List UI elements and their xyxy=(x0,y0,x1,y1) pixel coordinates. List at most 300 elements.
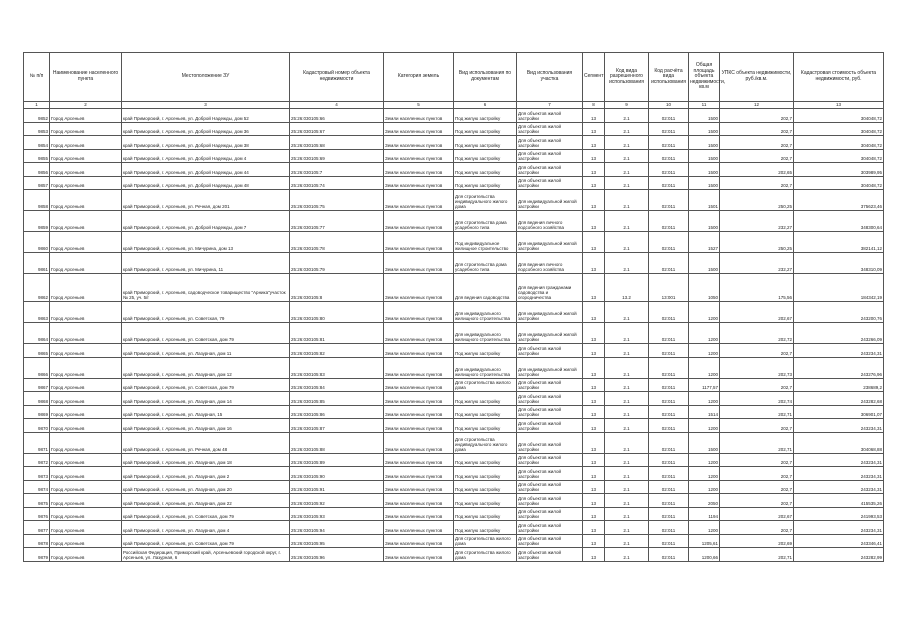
cell-land-category: Земли населенных пунктов xyxy=(384,419,454,433)
cell-segment: 13 xyxy=(583,480,605,494)
table-row xyxy=(24,302,884,323)
cell-use-of-plot: Для объектов жилой застройки xyxy=(517,507,583,521)
cell-cadastral-value: 304048,72 xyxy=(794,176,884,190)
cell-row-number: 9870 xyxy=(24,419,50,433)
cell-permitted-use-code: 2.1 xyxy=(605,211,649,232)
cell-area: 1200 xyxy=(689,419,720,433)
cell-permitted-use-code: 2.1 xyxy=(605,392,649,406)
cell-cadastral-value: 348310,09 xyxy=(794,253,884,274)
cell-location: край Приморский, г. Арсеньев, ул. Доброй Надежды, дом 7 xyxy=(122,211,290,232)
cell-row-number: 9873 xyxy=(24,467,50,481)
cell-upks: 202,7 xyxy=(720,494,794,508)
cell-segment: 13 xyxy=(583,109,605,123)
cell-upks: 202,7 xyxy=(720,467,794,481)
column-header-permitted-use-code: Код вида разрешенного использования xyxy=(605,53,649,102)
cell-cadastral-value: 382141,12 xyxy=(794,232,884,253)
cell-upks: 202,7 xyxy=(720,419,794,433)
cell-use-by-documents: Для индивидуального жилищного строительства xyxy=(454,323,517,344)
cell-permitted-use-code: 2.1 xyxy=(605,419,649,433)
cell-use-calc-code: 02:011 xyxy=(649,344,689,358)
cell-cadastral-number: 25:26:030105:68 xyxy=(290,136,384,150)
cell-cadastral-number: 25:26:030105:81 xyxy=(290,323,384,344)
cell-use-by-documents: Для строительства дома усадебного типа xyxy=(454,253,517,274)
cell-cadastral-value: 243234,31 xyxy=(794,521,884,535)
cell-cadastral-value: 304048,72 xyxy=(794,136,884,150)
cell-location: край Приморский, г. Арсеньев, ул. Доброй Надежды, дом 48 xyxy=(122,176,290,190)
cell-use-calc-code: 02:011 xyxy=(649,494,689,508)
cell-permitted-use-code: 2.1 xyxy=(605,163,649,177)
cell-cadastral-number: 25:26:030105:77 xyxy=(290,211,384,232)
cell-use-calc-code: 02:011 xyxy=(649,302,689,323)
column-header-use-of-plot: Вид использования участка xyxy=(517,53,583,102)
cell-cadastral-number: 25:26:030105:84 xyxy=(290,378,384,392)
table-row xyxy=(24,405,884,419)
cell-use-of-plot: Для объектов жилой застройки xyxy=(517,548,583,562)
cell-settlement: Город Арсеньев xyxy=(50,432,122,453)
cell-permitted-use-code: 2.1 xyxy=(605,453,649,467)
cell-permitted-use-code: 2.1 xyxy=(605,378,649,392)
cell-segment: 13 xyxy=(583,507,605,521)
column-number: 7 xyxy=(517,102,583,109)
cell-row-number: 9854 xyxy=(24,136,50,150)
cell-cadastral-number: 25:26:030105:66 xyxy=(290,109,384,123)
cell-use-by-documents: Для индивидуального жилищного строительства xyxy=(454,302,517,323)
table-row xyxy=(24,432,884,453)
cell-cadastral-number: 25:26:030105:90 xyxy=(290,467,384,481)
table-row xyxy=(24,149,884,163)
cell-permitted-use-code: 2.1 xyxy=(605,534,649,548)
cell-permitted-use-code: 13.2 xyxy=(605,274,649,302)
cell-upks: 202,7 xyxy=(720,521,794,535)
cell-location: край Приморский, г. Арсеньев, ул. Мичурина, 11 xyxy=(122,253,290,274)
cell-settlement: Город Арсеньев xyxy=(50,149,122,163)
cell-segment: 13 xyxy=(583,357,605,378)
column-header-area: Общая площадь объекта недвижимости, кв.м xyxy=(689,53,720,102)
cell-use-of-plot: Для объектов жилой застройки xyxy=(517,109,583,123)
cell-upks: 202,73 xyxy=(720,357,794,378)
cell-upks: 202,7 xyxy=(720,453,794,467)
cell-cadastral-value: 375623,46 xyxy=(794,190,884,211)
cell-use-of-plot: Для индивидуальной жилой застройки xyxy=(517,302,583,323)
cell-segment: 13 xyxy=(583,494,605,508)
cell-cadastral-value: 184342,19 xyxy=(794,274,884,302)
cell-land-category: Земли населенных пунктов xyxy=(384,357,454,378)
cell-use-by-documents: Для строительства жилого дома xyxy=(454,548,517,562)
cell-upks: 250,25 xyxy=(720,190,794,211)
cell-settlement: Город Арсеньев xyxy=(50,232,122,253)
cell-land-category: Земли населенных пунктов xyxy=(384,274,454,302)
column-number: 13 xyxy=(794,102,884,109)
cell-area: 1500 xyxy=(689,163,720,177)
cell-use-by-documents: Под жилую застройку xyxy=(454,344,517,358)
cell-use-calc-code: 13:001 xyxy=(649,274,689,302)
cell-cadastral-number: 25:26:030105:89 xyxy=(290,453,384,467)
cell-use-of-plot: Для объектов жилой застройки xyxy=(517,494,583,508)
cell-area: 1500 xyxy=(689,176,720,190)
table-body xyxy=(24,109,884,562)
table-row xyxy=(24,419,884,433)
cell-permitted-use-code: 2.1 xyxy=(605,190,649,211)
cell-area: 1500 xyxy=(689,109,720,123)
column-header-row-number: № п/п xyxy=(24,53,50,102)
cell-settlement: Город Арсеньев xyxy=(50,419,122,433)
cell-row-number: 9861 xyxy=(24,253,50,274)
cell-permitted-use-code: 2.1 xyxy=(605,122,649,136)
cell-cadastral-number: 25:26:030105:7 xyxy=(290,163,384,177)
cell-segment: 13 xyxy=(583,163,605,177)
cell-land-category: Земли населенных пунктов xyxy=(384,149,454,163)
cell-cadastral-number: 25:26:030105:86 xyxy=(290,405,384,419)
cell-area: 1177,57 xyxy=(689,378,720,392)
cell-use-calc-code: 02:011 xyxy=(649,378,689,392)
cell-permitted-use-code: 2.1 xyxy=(605,521,649,535)
cell-use-calc-code: 02:011 xyxy=(649,136,689,150)
cell-segment: 13 xyxy=(583,122,605,136)
column-number: 8 xyxy=(583,102,605,109)
cell-location: край Приморский, г. Арсеньев, ул. Лазурная, дом 11 xyxy=(122,344,290,358)
cell-use-by-documents: Под жилую застройку xyxy=(454,392,517,406)
cell-cadastral-number: 25:26:030105:79 xyxy=(290,253,384,274)
cell-settlement: Город Арсеньев xyxy=(50,122,122,136)
cell-use-of-plot: Для ведения гражданами садоводства и огородничества xyxy=(517,274,583,302)
cell-row-number: 9869 xyxy=(24,405,50,419)
cell-use-calc-code: 02:011 xyxy=(649,109,689,123)
cell-row-number: 9856 xyxy=(24,163,50,177)
cell-cadastral-number: 25:26:030105:93 xyxy=(290,507,384,521)
cell-use-by-documents: Под жилую застройку xyxy=(454,163,517,177)
column-number: 5 xyxy=(384,102,454,109)
cadastral-value-table xyxy=(23,52,884,562)
cell-permitted-use-code: 2.1 xyxy=(605,149,649,163)
cell-use-of-plot: Для индивидуальной жилой застройки xyxy=(517,190,583,211)
cell-permitted-use-code: 2.1 xyxy=(605,253,649,274)
cell-row-number: 9864 xyxy=(24,323,50,344)
cell-row-number: 9871 xyxy=(24,432,50,453)
cell-area: 1200 xyxy=(689,344,720,358)
cell-settlement: Город Арсеньев xyxy=(50,521,122,535)
column-header-land-category: Категория земель xyxy=(384,53,454,102)
cell-location: край Приморский, г. Арсеньев, ул. Доброй Надежды, дом 4 xyxy=(122,149,290,163)
cell-cadastral-value: 304048,72 xyxy=(794,149,884,163)
table-row xyxy=(24,453,884,467)
cell-use-calc-code: 02:011 xyxy=(649,253,689,274)
cell-land-category: Земли населенных пунктов xyxy=(384,136,454,150)
cell-use-calc-code: 02:011 xyxy=(649,357,689,378)
cell-row-number: 9855 xyxy=(24,149,50,163)
cell-permitted-use-code: 2.1 xyxy=(605,109,649,123)
cell-permitted-use-code: 2.1 xyxy=(605,357,649,378)
cell-upks: 202,71 xyxy=(720,405,794,419)
cell-use-calc-code: 02:011 xyxy=(649,548,689,562)
cell-use-by-documents: Под жилую застройку xyxy=(454,453,517,467)
cell-location: край Приморский, г. Арсеньев, ул. Лазурная, дом 16 xyxy=(122,419,290,433)
cell-use-of-plot: Для объектов жилой застройки xyxy=(517,122,583,136)
cell-segment: 13 xyxy=(583,419,605,433)
cell-segment: 13 xyxy=(583,211,605,232)
cell-use-by-documents: Под жилую застройку xyxy=(454,521,517,535)
column-number-row xyxy=(24,102,884,109)
table-row xyxy=(24,392,884,406)
cell-location: край Приморский, г. Арсеньев, ул. Мичурина, дом 13 xyxy=(122,232,290,253)
table-row xyxy=(24,122,884,136)
cell-cadastral-value: 243234,31 xyxy=(794,480,884,494)
cell-upks: 202,7 xyxy=(720,344,794,358)
cell-cadastral-value: 243234,31 xyxy=(794,344,884,358)
cell-upks: 202,7 xyxy=(720,109,794,123)
cell-use-by-documents: Под жилую застройку xyxy=(454,480,517,494)
cell-use-calc-code: 02:011 xyxy=(649,432,689,453)
table-row xyxy=(24,163,884,177)
cell-land-category: Земли населенных пунктов xyxy=(384,521,454,535)
cell-location: край Приморский, г. Арсеньев, ул. Советская, дом 79 xyxy=(122,378,290,392)
cell-row-number: 9876 xyxy=(24,507,50,521)
cell-segment: 13 xyxy=(583,453,605,467)
cell-land-category: Земли населенных пунктов xyxy=(384,392,454,406)
cell-settlement: Город Арсеньев xyxy=(50,534,122,548)
cell-settlement: Город Арсеньев xyxy=(50,323,122,344)
cell-area: 1500 xyxy=(689,211,720,232)
cell-use-by-documents: Для строительства дома усадебного типа xyxy=(454,211,517,232)
column-header-cadastral-number: Кадастровый номер объекта недвижимости xyxy=(290,53,384,102)
cell-land-category: Земли населенных пунктов xyxy=(384,548,454,562)
cell-land-category: Земли населенных пунктов xyxy=(384,323,454,344)
cell-upks: 202,71 xyxy=(720,548,794,562)
cell-use-by-documents: Для строительства жилого дома xyxy=(454,534,517,548)
cell-permitted-use-code: 2.1 xyxy=(605,432,649,453)
cell-use-by-documents: Для строительства жилого дома xyxy=(454,378,517,392)
cell-use-of-plot: Для объектов жилой застройки xyxy=(517,405,583,419)
table-row xyxy=(24,467,884,481)
cell-permitted-use-code: 2.1 xyxy=(605,232,649,253)
column-number: 1 xyxy=(24,102,50,109)
table-row xyxy=(24,136,884,150)
cell-permitted-use-code: 2.1 xyxy=(605,136,649,150)
cell-use-of-plot: Для объектов жилой застройки xyxy=(517,378,583,392)
cell-row-number: 9866 xyxy=(24,357,50,378)
cell-use-calc-code: 02:011 xyxy=(649,419,689,433)
cell-location: край Приморский, г. Арсеньев, ул. Лазурная, 15 xyxy=(122,405,290,419)
cell-settlement: Город Арсеньев xyxy=(50,274,122,302)
table-row xyxy=(24,548,884,562)
cell-cadastral-value: 243234,31 xyxy=(794,419,884,433)
cell-row-number: 9853 xyxy=(24,122,50,136)
column-header-use-by-documents: Вид использования по документам xyxy=(454,53,517,102)
cell-use-calc-code: 02:011 xyxy=(649,211,689,232)
cell-area: 1050 xyxy=(689,274,720,302)
cell-land-category: Земли населенных пунктов xyxy=(384,480,454,494)
cell-row-number: 9859 xyxy=(24,211,50,232)
cell-cadastral-number: 25:26:030105:92 xyxy=(290,494,384,508)
cell-land-category: Земли населенных пунктов xyxy=(384,467,454,481)
cell-use-by-documents: Под жилую застройку xyxy=(454,405,517,419)
cell-use-of-plot: Для объектов жилой застройки xyxy=(517,480,583,494)
cell-use-by-documents: Под жилую застройку xyxy=(454,419,517,433)
cell-use-of-plot: Для объектов жилой застройки xyxy=(517,176,583,190)
cell-area: 1527 xyxy=(689,232,720,253)
cell-segment: 13 xyxy=(583,274,605,302)
cell-use-calc-code: 02:011 xyxy=(649,122,689,136)
cell-cadastral-number: 25:26:030105:78 xyxy=(290,232,384,253)
cell-area: 1200 xyxy=(689,467,720,481)
table-row xyxy=(24,480,884,494)
cell-upks: 202,65 xyxy=(720,163,794,177)
cell-area: 2050 xyxy=(689,494,720,508)
cell-land-category: Земли населенных пунктов xyxy=(384,534,454,548)
table-row xyxy=(24,534,884,548)
cell-cadastral-number: 25:26:030105:74 xyxy=(290,176,384,190)
table-row xyxy=(24,507,884,521)
column-header-segment: Сегмент xyxy=(583,53,605,102)
cell-land-category: Земли населенных пунктов xyxy=(384,494,454,508)
cell-settlement: Город Арсеньев xyxy=(50,344,122,358)
table-row xyxy=(24,109,884,123)
cell-segment: 13 xyxy=(583,392,605,406)
cell-segment: 13 xyxy=(583,190,605,211)
cell-settlement: Город Арсеньев xyxy=(50,392,122,406)
cell-segment: 13 xyxy=(583,521,605,535)
cell-land-category: Земли населенных пунктов xyxy=(384,211,454,232)
cell-use-of-plot: Для индивидуальной жилой застройки xyxy=(517,323,583,344)
cell-segment: 13 xyxy=(583,534,605,548)
table-row xyxy=(24,232,884,253)
cell-upks: 202,7 xyxy=(720,378,794,392)
cell-use-of-plot: Для объектов жилой застройки xyxy=(517,432,583,453)
cell-use-calc-code: 02:011 xyxy=(649,480,689,494)
cell-use-of-plot: Для объектов жилой застройки xyxy=(517,521,583,535)
cell-location: край Приморский, г. Арсеньев, ул. Доброй Надежды, дом 44 xyxy=(122,163,290,177)
cell-cadastral-number: 25:26:030105:8 xyxy=(290,274,384,302)
cell-settlement: Город Арсеньев xyxy=(50,453,122,467)
cell-location: край Приморский, г. Арсеньев, ул. Лазурная, дом 22 xyxy=(122,494,290,508)
cell-segment: 13 xyxy=(583,344,605,358)
cell-location: край Приморский, г. Арсеньев, ул. Лазурная, дом 12 xyxy=(122,357,290,378)
cell-cadastral-number: 25:26:030105:83 xyxy=(290,357,384,378)
cell-settlement: Город Арсеньев xyxy=(50,253,122,274)
cell-row-number: 9863 xyxy=(24,302,50,323)
table-row xyxy=(24,521,884,535)
cell-use-by-documents: Для строительства индивидуального жилого дома xyxy=(454,432,517,453)
cell-use-by-documents: Под жилую застройку xyxy=(454,136,517,150)
cell-cadastral-value: 238689,2 xyxy=(794,378,884,392)
column-header-cadastral-value: Кадастровая стоимость объекта недвижимости, руб. xyxy=(794,53,884,102)
cell-settlement: Город Арсеньев xyxy=(50,302,122,323)
table-row xyxy=(24,494,884,508)
cell-land-category: Земли населенных пунктов xyxy=(384,453,454,467)
cell-segment: 13 xyxy=(583,378,605,392)
cell-use-by-documents: Под жилую застройку xyxy=(454,467,517,481)
cell-area: 1200 xyxy=(689,453,720,467)
cell-land-category: Земли населенных пунктов xyxy=(384,176,454,190)
cell-cadastral-number: 25:26:030105:75 xyxy=(290,190,384,211)
cell-use-by-documents: Под жилую застройку xyxy=(454,109,517,123)
cell-area: 1200 xyxy=(689,323,720,344)
column-number: 9 xyxy=(605,102,649,109)
cell-use-calc-code: 02:011 xyxy=(649,190,689,211)
cell-location: край Приморский, г. Арсеньев, ул. Лазурная, дом 14 xyxy=(122,392,290,406)
cell-segment: 13 xyxy=(583,149,605,163)
cell-settlement: Город Арсеньев xyxy=(50,378,122,392)
cell-upks: 202,7 xyxy=(720,136,794,150)
cell-cadastral-value: 415535,26 xyxy=(794,494,884,508)
cell-upks: 202,72 xyxy=(720,323,794,344)
cell-area: 1500 xyxy=(689,253,720,274)
cell-use-of-plot: Для объектов жилой застройки xyxy=(517,453,583,467)
cell-cadastral-number: 25:26:030105:67 xyxy=(290,122,384,136)
cell-row-number: 9868 xyxy=(24,392,50,406)
cell-permitted-use-code: 2.1 xyxy=(605,405,649,419)
cell-cadastral-value: 304048,72 xyxy=(794,109,884,123)
cell-settlement: Город Арсеньев xyxy=(50,163,122,177)
column-number: 12 xyxy=(720,102,794,109)
cell-upks: 202,74 xyxy=(720,392,794,406)
cell-cadastral-number: 25:26:030105:80 xyxy=(290,302,384,323)
header-row xyxy=(24,53,884,102)
cell-land-category: Земли населенных пунктов xyxy=(384,109,454,123)
cell-location: край Приморский, г. Арсеньев, ул. Советская, дом 79 xyxy=(122,507,290,521)
cell-use-of-plot: Для объектов жилой застройки xyxy=(517,136,583,150)
cell-cadastral-value: 243200,76 xyxy=(794,302,884,323)
cell-use-of-plot: Для объектов жилой застройки xyxy=(517,534,583,548)
cell-use-calc-code: 02:011 xyxy=(649,323,689,344)
cell-use-calc-code: 02:011 xyxy=(649,534,689,548)
cell-upks: 202,71 xyxy=(720,432,794,453)
cell-permitted-use-code: 2.1 xyxy=(605,494,649,508)
cell-settlement: Город Арсеньев xyxy=(50,136,122,150)
cell-use-of-plot: Для объектов жилой застройки xyxy=(517,392,583,406)
cell-permitted-use-code: 2.1 xyxy=(605,176,649,190)
cell-permitted-use-code: 2.1 xyxy=(605,480,649,494)
column-header-use-calc-code: Код расчёта вида использования xyxy=(649,53,689,102)
column-number: 10 xyxy=(649,102,689,109)
cell-use-of-plot: Для объектов жилой застройки xyxy=(517,344,583,358)
cell-area: 1200 xyxy=(689,521,720,535)
cell-segment: 13 xyxy=(583,405,605,419)
cell-settlement: Город Арсеньев xyxy=(50,176,122,190)
cell-area: 1500 xyxy=(689,432,720,453)
cell-upks: 232,27 xyxy=(720,253,794,274)
cell-cadastral-value: 241993,53 xyxy=(794,507,884,521)
cell-upks: 202,7 xyxy=(720,176,794,190)
cell-area: 1200 xyxy=(689,480,720,494)
cell-permitted-use-code: 2.1 xyxy=(605,507,649,521)
cell-land-category: Земли населенных пунктов xyxy=(384,253,454,274)
cell-use-calc-code: 02:011 xyxy=(649,507,689,521)
cell-upks: 202,7 xyxy=(720,480,794,494)
cell-land-category: Земли населенных пунктов xyxy=(384,344,454,358)
cell-cadastral-number: 25:26:030105:91 xyxy=(290,480,384,494)
cell-use-of-plot: Для объектов жилой застройки xyxy=(517,467,583,481)
cell-segment: 13 xyxy=(583,253,605,274)
cell-location: край Приморский, г. Арсеньев, ул. Доброй Надежды, дом 38 xyxy=(122,136,290,150)
cell-row-number: 9852 xyxy=(24,109,50,123)
cell-area: 1200 xyxy=(689,302,720,323)
cell-cadastral-value: 243266,09 xyxy=(794,323,884,344)
cell-row-number: 9860 xyxy=(24,232,50,253)
cell-upks: 232,27 xyxy=(720,211,794,232)
cell-area: 1200 xyxy=(689,357,720,378)
cell-permitted-use-code: 2.1 xyxy=(605,467,649,481)
cell-row-number: 9857 xyxy=(24,176,50,190)
cell-location: край Приморский, г. Арсеньев, ул. Речная, дом 201 xyxy=(122,190,290,211)
cell-use-calc-code: 02:011 xyxy=(649,149,689,163)
cell-settlement: Город Арсеньев xyxy=(50,467,122,481)
cell-cadastral-value: 348300,64 xyxy=(794,211,884,232)
cell-location: край Приморский, г. Арсеньев, ул. Советская, дом 79 xyxy=(122,323,290,344)
cell-segment: 13 xyxy=(583,176,605,190)
column-header-location: Местоположение ЗУ xyxy=(122,53,290,102)
table-row xyxy=(24,323,884,344)
cell-location: край Приморский, г. Арсеньев, ул. Советская, 79 xyxy=(122,302,290,323)
